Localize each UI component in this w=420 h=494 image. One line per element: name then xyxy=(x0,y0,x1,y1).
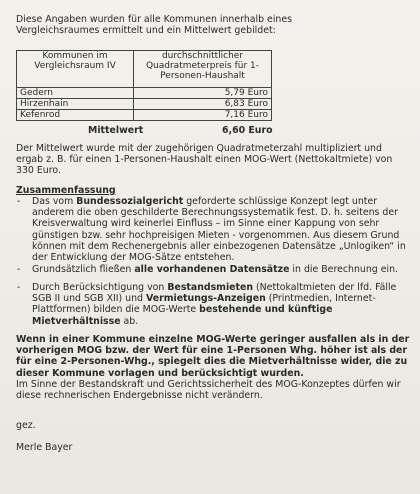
summary-bullet-3: - Durch Berücksichtigung von Bestandsmieten (Nettokaltmieten der lfd. Fälle SGB II und SGB XII) und Vermietungs-Anzeigen (Printmedien, Internet-Plattformen) bilden die MOG-Werte bestehende und künftige Mietverhältnisse ab. xyxy=(17,282,397,327)
mean-value: 6,60 Euro xyxy=(222,125,273,136)
closing-paragraph: Im Sinne der Bestandskraft und Gerichtssicherheit des MOG-Konzeptes dürfen wir diese rechnerischen Endergebnisse nicht verändern. xyxy=(16,379,401,402)
mean-label: Mittelwert xyxy=(88,125,144,136)
summary-bullet-1: - Das vom Bundessozialgericht geforderte schlüssige Konzept legt unter anderem die oben geschilderte Berechnungssystematik fest. D. h. seitens der Kreisverwaltung wird keinerlei Einfluss – im Sinne einer Kappung von sehr günstigen bzw. sehr hochpreisigen Mieten - vorgenommen. Aus diesem Grund können mit dem Rechenergebnis aller einbezogenen Datensätze „Unlogiken“ in der Entwicklung der MOG-Sätze entstehen. xyxy=(17,196,406,264)
table-cell-name: Hirzenhain xyxy=(17,99,134,110)
table-cell-name: Gedern xyxy=(17,88,134,99)
table-row xyxy=(17,99,272,110)
summary-bullet-2: - Grundsätzlich fließen alle vorhandenen Datensätze in die Berechnung ein. xyxy=(17,264,399,275)
table-header-price: durchschnittlicher Quadratmeterpreis für 1-Personen-Haushalt xyxy=(134,51,272,88)
signoff: gez. xyxy=(16,420,36,431)
table-cell-name: Kefenrod xyxy=(17,110,134,121)
table-cell-value: 6,83 Euro xyxy=(134,99,272,110)
table-row xyxy=(17,110,272,121)
intro-paragraph: Diese Angaben wurden für alle Kommunen innerhalb eines Vergleichsraumes ermittelt und ein Mittelwert gebildet: xyxy=(16,14,293,37)
summary-heading: Zusammenfassung xyxy=(16,185,116,196)
table-row xyxy=(17,88,272,99)
bold-paragraph: Wenn in einer Kommune einzelne MOG-Werte geringer ausfallen als in der vorherigen MOG bzw. der Wert für eine 1-Personen Whg. höher ist als der für eine 2-Personen-Whg., spiegelt dies die Mietverhältnisse wider, die zu dieser Kommune vorlagen und berücksichtigt wurden. xyxy=(16,334,410,379)
table-header-row xyxy=(17,51,272,88)
comparison-table xyxy=(16,50,272,121)
table-cell-value: 7,16 Euro xyxy=(134,110,272,121)
signature-name: Merle Bayer xyxy=(16,442,73,453)
mean-paragraph: Der Mittelwert wurde mit der zugehörigen Quadratmeterzahl multipliziert und ergab z. B. für einen 1-Personen-Haushalt einen MOG-Wert (Nettokaltmiete) von 330 Euro. xyxy=(16,143,393,177)
table-cell-value: 5,79 Euro xyxy=(134,88,272,99)
table-header-kommunen: Kommunen im Vergleichsraum IV xyxy=(17,51,134,88)
